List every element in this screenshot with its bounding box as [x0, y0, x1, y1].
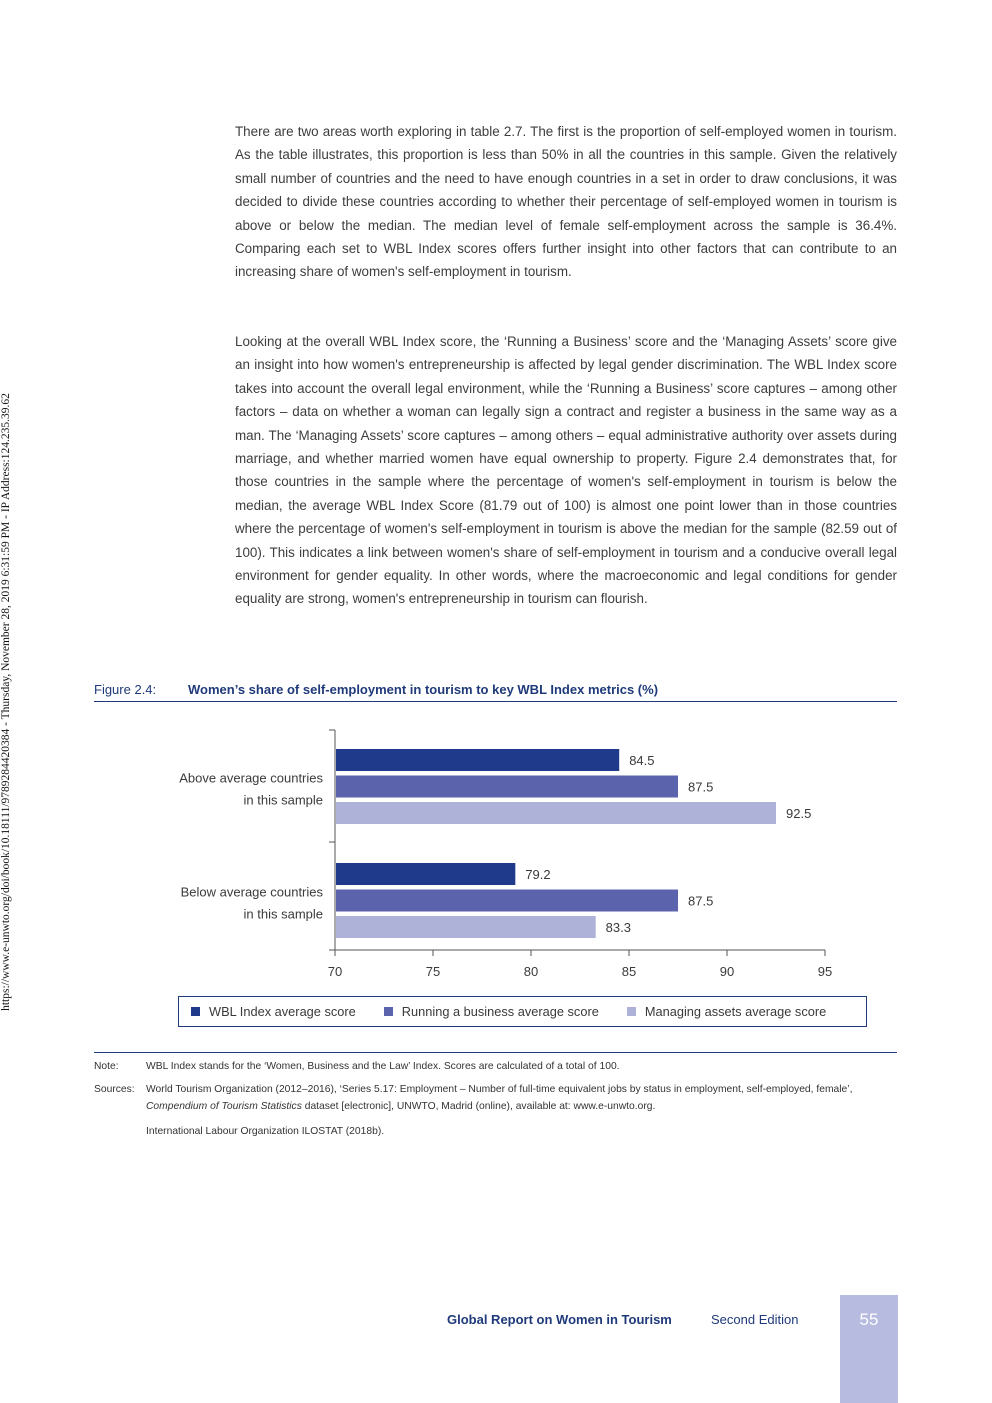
figure-bottom-rule: [94, 1052, 897, 1053]
bar: [336, 802, 776, 824]
bar: [336, 749, 619, 771]
source-2: International Labour Organization ILOSTAT (2018b).: [146, 1126, 385, 1137]
page-number-box: [840, 1295, 898, 1403]
legend-item-wbl: [191, 1004, 356, 1019]
legend-label-managing-assets: Managing assets average score: [644, 1004, 827, 1019]
chart-legend: [178, 996, 867, 1027]
category-label: Below average countries: [180, 884, 323, 900]
sources-label: Sources:: [94, 1084, 135, 1095]
source-1: World Tourism Organization (2012–2016), ‘Series 5.17: Employment – Number of full-time equivalent jobs by status in employment, self-employed, female’, Compendium of Tourism Statistics dataset [electronic], UNWTO, Madrid (online), available at: www.e-unwto.org.: [146, 1084, 853, 1112]
bar: [336, 916, 596, 938]
bar-value-label: 87.5: [688, 893, 714, 909]
legend-swatch-wbl: [191, 1007, 200, 1016]
legend-label-running-business: Running a business average score: [401, 1004, 599, 1019]
bar-value-label: 84.5: [629, 753, 655, 768]
note-row: [94, 1058, 897, 1075]
figure-label: Figure 2.4:: [94, 682, 157, 697]
footer-edition: Second Edition: [711, 1312, 799, 1327]
bar-chart: [0, 720, 992, 980]
bar: [336, 890, 678, 912]
x-tick-label: 85: [621, 964, 637, 979]
bar: [336, 863, 515, 885]
x-tick-label: 95: [817, 964, 833, 979]
x-tick-label: 90: [719, 964, 735, 979]
legend-item-running-business: [384, 1004, 599, 1019]
body-paragraph-1: There are two areas worth exploring in table 2.7. The first is the proportion of self-employed women in tourism. As the table illustrates, this proportion is less than 50% in all the countries in this sample. Given the relatively small number of countries and the need to have enough countries in a set in order to draw conclusions, it was decided to divide these countries according to whether their percentage of self-employed women in tourism is above or below the median. The median level of female self-employment across the sample is 36.4%. Comparing each set to WBL Index scores offers further insight into other factors that can contribute to an increasing share of women's self-employment in tourism.: [235, 124, 897, 280]
bar-value-label: 92.5: [786, 806, 812, 821]
legend-label-wbl: WBL Index average score: [209, 1004, 356, 1019]
page-number: 55: [859, 1310, 879, 1329]
note-text: WBL Index stands for the ‘Women, Business and the Law’ Index. Scores are calculated of a total of 100.: [146, 1061, 620, 1072]
x-tick-label: 70: [327, 964, 343, 979]
footer-report-title: Global Report on Women in Tourism: [447, 1312, 672, 1327]
bar-value-label: 87.5: [688, 779, 714, 795]
side-url-watermark: https://www.e-unwto.org/doi/book/10.18111/9789284420384 - Thursday, November 28, 2019 6:31:59 PM - IP Address:124.235.39.62: [0, 393, 12, 1011]
bar: [336, 776, 678, 798]
source-2-row: [94, 1123, 897, 1140]
bar-value-label: 79.2: [525, 867, 551, 882]
bar-value-label: 83.3: [605, 920, 631, 935]
legend-swatch-managing-assets: [627, 1007, 636, 1016]
figure-title: Women’s share of self-employment in tourism to key WBL Index metrics (%): [188, 682, 659, 697]
note-label: Note:: [94, 1061, 119, 1072]
x-tick-label: 75: [425, 964, 441, 979]
x-tick-label: 80: [523, 964, 539, 979]
body-paragraph-2: Looking at the overall WBL Index score, the ‘Running a Business’ score and the ‘Managing Assets’ score give an insight into how women's entrepreneurship is affected by legal gender discrimination. The WBL Index score takes into account the overall legal environment, while the ‘Running a Business’ score captures – among other factors – data on whether a woman can legally sign a contract and register a business in the same way as a man. The ‘Managing Assets’ score captures – among others – equal administrative authority over assets during marriage, and whether married women have equal ownership to property. Figure 2.4 demonstrates that, for those countries in the sample where the percentage of women's self-employment in tourism is below the median, the average WBL Index Score (81.79 out of 100) is almost one point lower than in those countries where the percentage of women's self-employment in tourism is above the median for the sample (82.59 out of 100). This indicates a link between women's share of self-employment in tourism and a conducive overall legal environment for gender equality. In other words, where the macroeconomic and legal conditions for gender equality are strong, women's entrepreneurship in tourism can flourish.: [235, 334, 897, 607]
category-label: Above average countries: [179, 770, 323, 786]
legend-swatch-running-business: [384, 1007, 393, 1016]
sources-row: [94, 1081, 897, 1117]
category-label: in this sample: [243, 906, 323, 922]
category-label: in this sample: [243, 792, 323, 808]
legend-item-managing-assets: [627, 1004, 826, 1019]
figure-header: [94, 682, 897, 702]
